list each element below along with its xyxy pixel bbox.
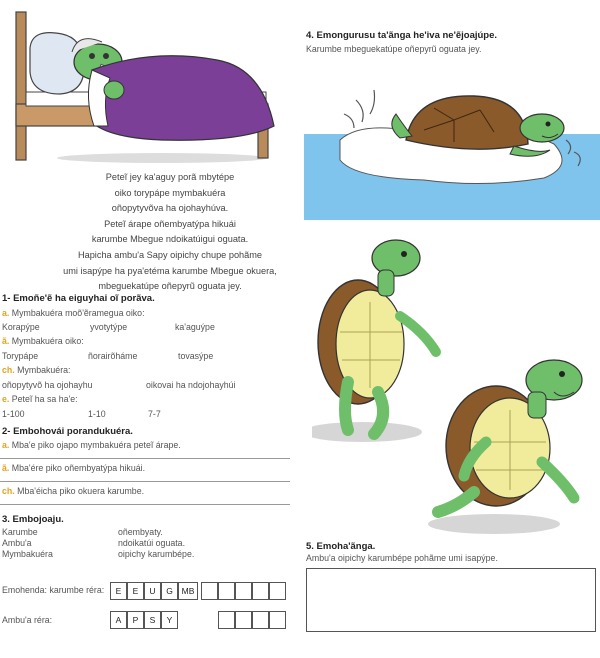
letter-cell: S bbox=[144, 611, 161, 629]
answer-cell[interactable] bbox=[252, 582, 269, 600]
match-right-1[interactable]: oñembyaty. bbox=[118, 527, 163, 537]
letter-cell: U bbox=[144, 582, 161, 600]
question-1ch bbox=[2, 365, 70, 375]
question-1a2 bbox=[2, 336, 84, 346]
match-left-3[interactable]: Mymbakuéra bbox=[2, 549, 53, 559]
option-1a-1[interactable]: Korapýpe bbox=[2, 322, 40, 332]
story-line: umi isapýpe ha pya'etéma karumbe Mbegue okuera, bbox=[63, 265, 277, 276]
story-line: mbeguekatúpe oñepyrũ oguata jey. bbox=[98, 281, 242, 292]
question-1a bbox=[2, 308, 145, 318]
letter-cell: E bbox=[110, 582, 127, 600]
option-1a2-2[interactable]: ñorairõháme bbox=[88, 351, 138, 361]
question-text: Mba'éicha piko okuera karumbe. bbox=[17, 486, 145, 496]
sick-turtle-in-bed-illustration bbox=[12, 8, 284, 163]
question-letter: ã. bbox=[2, 463, 10, 473]
section5-text: Ambu'a oipichy karumbépe pohãme umi isapýpe. bbox=[306, 553, 498, 563]
section3-title: 3. Embojoaju. bbox=[2, 514, 64, 525]
story-line: Peteĩ árape oñembyatýpa hikuái bbox=[104, 218, 236, 229]
answer-line-2ch[interactable] bbox=[0, 504, 290, 505]
answer-cell[interactable] bbox=[269, 611, 286, 629]
option-1a2-1[interactable]: Torypápe bbox=[2, 351, 39, 361]
option-1a2-3[interactable]: tovasýpe bbox=[178, 351, 214, 361]
letter-cell: G bbox=[161, 582, 178, 600]
question-text: Mymbakuéra oiko: bbox=[11, 336, 84, 346]
question-text: Mymbakuéra: bbox=[17, 365, 71, 375]
question-1e bbox=[2, 394, 78, 404]
question-text: Peteĩ ha sa ha'e: bbox=[11, 394, 78, 404]
option-1ch-2[interactable]: oikovai ha ndojohayhúi bbox=[146, 380, 236, 390]
question-2ch bbox=[2, 486, 144, 496]
answer-cell[interactable] bbox=[218, 611, 235, 629]
story-line: Peteĩ jey ka'aguy porã mbytépe bbox=[105, 172, 235, 182]
answer-cell[interactable] bbox=[218, 582, 235, 600]
match-right-3[interactable]: oipichy karumbépe. bbox=[118, 549, 195, 559]
question-letter: a. bbox=[2, 308, 10, 318]
question-2a bbox=[2, 440, 181, 450]
question-text: Mymbakuéra moõ'ẽramegua oiko: bbox=[11, 308, 145, 318]
section1-title: 1- Emoñe'ẽ ha eiguyhai oĩ porãva. bbox=[2, 293, 155, 304]
section5-title: 5. Emoha'ãnga. bbox=[306, 541, 376, 552]
question-text: Mba'e piko ojapo mymbakuéra peteĩ árape. bbox=[11, 440, 181, 450]
letter-cell: E bbox=[127, 582, 144, 600]
question-text: Mba'ére piko oñembyatýpa hikuái. bbox=[11, 463, 146, 473]
option-1e-2[interactable]: 1-10 bbox=[88, 409, 106, 419]
question-letter: ch. bbox=[2, 365, 15, 375]
answer-cell[interactable] bbox=[235, 582, 252, 600]
option-1e-1[interactable]: 1-100 bbox=[2, 409, 25, 419]
story-text bbox=[40, 170, 300, 295]
answer-cell[interactable] bbox=[252, 611, 269, 629]
walking-turtle-illustration bbox=[424, 352, 594, 540]
question-2a2 bbox=[2, 463, 145, 473]
letter-cell: Y bbox=[161, 611, 178, 629]
story-line: Hapicha ambu'a Sapy oipichy chupe pohãme bbox=[77, 249, 263, 260]
answer-line-2a[interactable] bbox=[0, 458, 290, 459]
option-1ch-1[interactable]: oñopytyvõ ha ojohayhu bbox=[2, 380, 93, 390]
letter-cell: A bbox=[110, 611, 127, 629]
question-letter: ch. bbox=[2, 486, 15, 496]
letter-cell: MB bbox=[178, 582, 198, 600]
answer-cell[interactable] bbox=[269, 582, 286, 600]
section4-text: Karumbe mbeguekatúpe oñepyrũ oguata jey. bbox=[306, 44, 482, 54]
drawing-box[interactable] bbox=[306, 568, 596, 632]
match-right-2[interactable]: ndoikatúi oguata. bbox=[118, 538, 186, 548]
letters-row1-label: Emohenda: karumbe réra: bbox=[2, 585, 105, 595]
story-line: karumbe Mbegue ndoikatúigui oguata. bbox=[91, 234, 249, 245]
swimming-turtle-illustration bbox=[304, 80, 600, 220]
letter-cell: P bbox=[127, 611, 144, 629]
question-letter: e. bbox=[2, 394, 10, 404]
story-line: oñopytyvõva ha ojohayhúva. bbox=[111, 203, 229, 214]
question-letter: a. bbox=[2, 440, 10, 450]
match-left-1[interactable]: Karumbe bbox=[2, 527, 38, 537]
story-line: oiko torypápe mymbakuéra bbox=[114, 187, 226, 198]
answer-cell[interactable] bbox=[235, 611, 252, 629]
option-1e-3[interactable]: 7-7 bbox=[148, 409, 161, 419]
option-1a-2[interactable]: yvotytýpe bbox=[90, 322, 128, 332]
option-1a-3[interactable]: ka'aguýpe bbox=[175, 322, 215, 332]
section4-title: 4. Emongurusu ta'ãnga he'iva ne'ẽjoajúpe. bbox=[306, 30, 498, 41]
letters-row2-label: Ambu'a réra: bbox=[2, 615, 53, 625]
question-letter: ã. bbox=[2, 336, 10, 346]
section2-title: 2- Embohovái porandukuéra. bbox=[2, 426, 133, 437]
match-left-2[interactable]: Ambu'a bbox=[2, 538, 32, 548]
answer-cell[interactable] bbox=[201, 582, 218, 600]
answer-line-2a2[interactable] bbox=[0, 481, 290, 482]
